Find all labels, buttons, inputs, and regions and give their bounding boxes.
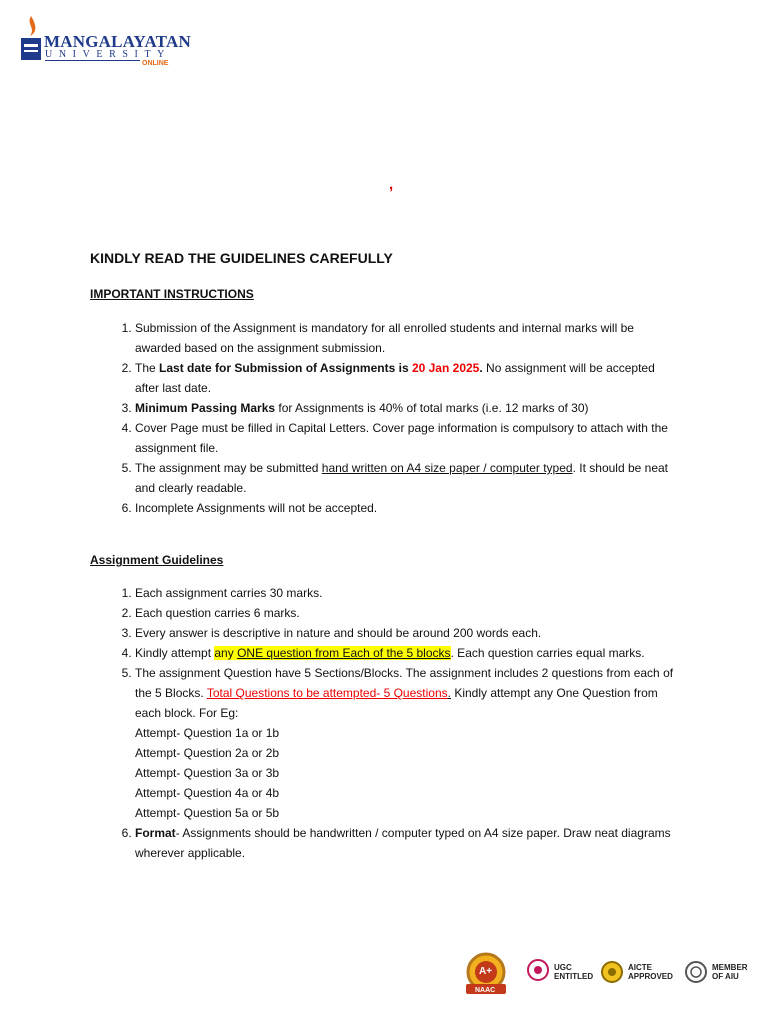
logo-brand: MANGALAYATAN — [44, 32, 191, 51]
list-item: 2. The Last date for Submission of Assignments is 20 Jan 2025. No assignment will be accepted after last date. — [135, 358, 680, 398]
attempt-line: Attempt- Question 3a or 3b — [135, 766, 280, 780]
list-item: 5. The assignment Question have 5 Sections/Blocks. The assignment includes 2 questions from each of the 5 Blocks. Total Questions to be attempted- 5 Questions. Kindly attempt any One Question from each block. For Eg: Attempt- Question 1a or 1b Attempt- Question 2a or 2b Attempt- Question 3a or 3b Attempt- Question 4a or 4b Attempt- Question 5a or 5b — [135, 663, 680, 823]
list-item: 3. Minimum Passing Marks for Assignments is 40% of total marks (i.e. 12 marks of 30) — [135, 398, 680, 418]
naac-badge: A+ NAAC — [460, 950, 512, 998]
list-item: 4. Kindly attempt any ONE question from Each of the 5 blocks. Each question carries equal marks. — [135, 643, 680, 663]
logo-online: ONLINE — [142, 60, 169, 67]
attempt-line: Attempt- Question 5a or 5b — [135, 806, 280, 820]
logo-rule — [45, 60, 140, 61]
attempt-line: Attempt- Question 4a or 4b — [135, 786, 280, 800]
aicte-emblem-icon — [600, 950, 626, 998]
list-item: 1. Submission of the Assignment is mandatory for all enrolled students and internal marks will be awarded based on the assignment submission. — [135, 318, 680, 358]
list-item: 5. The assignment may be submitted hand written on A4 size paper / computer typed. It should be neat and clearly readable. — [135, 458, 680, 498]
assignment-guidelines-list — [90, 583, 680, 863]
ugc-emblem-icon — [526, 950, 552, 998]
list-item: 2. Each question carries 6 marks. — [135, 603, 680, 623]
list-item: 3. Every answer is descriptive in nature and should be around 200 words each. — [135, 623, 680, 643]
attempt-line: Attempt- Question 1a or 1b — [135, 726, 280, 740]
aiu-emblem-icon — [684, 950, 710, 998]
ugc-badge: UGC ENTITLED — [526, 950, 596, 998]
flame-torch-icon — [16, 14, 46, 70]
aicte-badge: AICTE APPROVED — [600, 950, 676, 998]
accreditation-badges — [460, 950, 760, 998]
assignment-guidelines-title: Assignment Guidelines — [90, 553, 224, 567]
page-heading: KINDLY READ THE GUIDELINES CAREFULLY — [90, 250, 393, 266]
list-item: 6. Incomplete Assignments will not be accepted. — [135, 498, 680, 518]
list-item: 1. Each assignment carries 30 marks. — [135, 583, 680, 603]
stray-mark: , — [389, 176, 394, 193]
list-item: 6. Format- Assignments should be handwritten / computer typed on A4 size paper. Draw neat diagrams wherever applicable. — [135, 823, 680, 863]
important-instructions-list — [90, 318, 680, 518]
attempt-line: Attempt- Question 2a or 2b — [135, 746, 280, 760]
logo-university: UNIVERSITY — [45, 49, 171, 60]
aiu-badge: MEMBER OF AIU — [684, 950, 760, 998]
list-item: 4. Cover Page must be filled in Capital Letters. Cover page information is compulsory to attach with the assignment file. — [135, 418, 680, 458]
important-instructions-title: IMPORTANT INSTRUCTIONS — [90, 287, 254, 301]
university-logo — [16, 14, 191, 72]
